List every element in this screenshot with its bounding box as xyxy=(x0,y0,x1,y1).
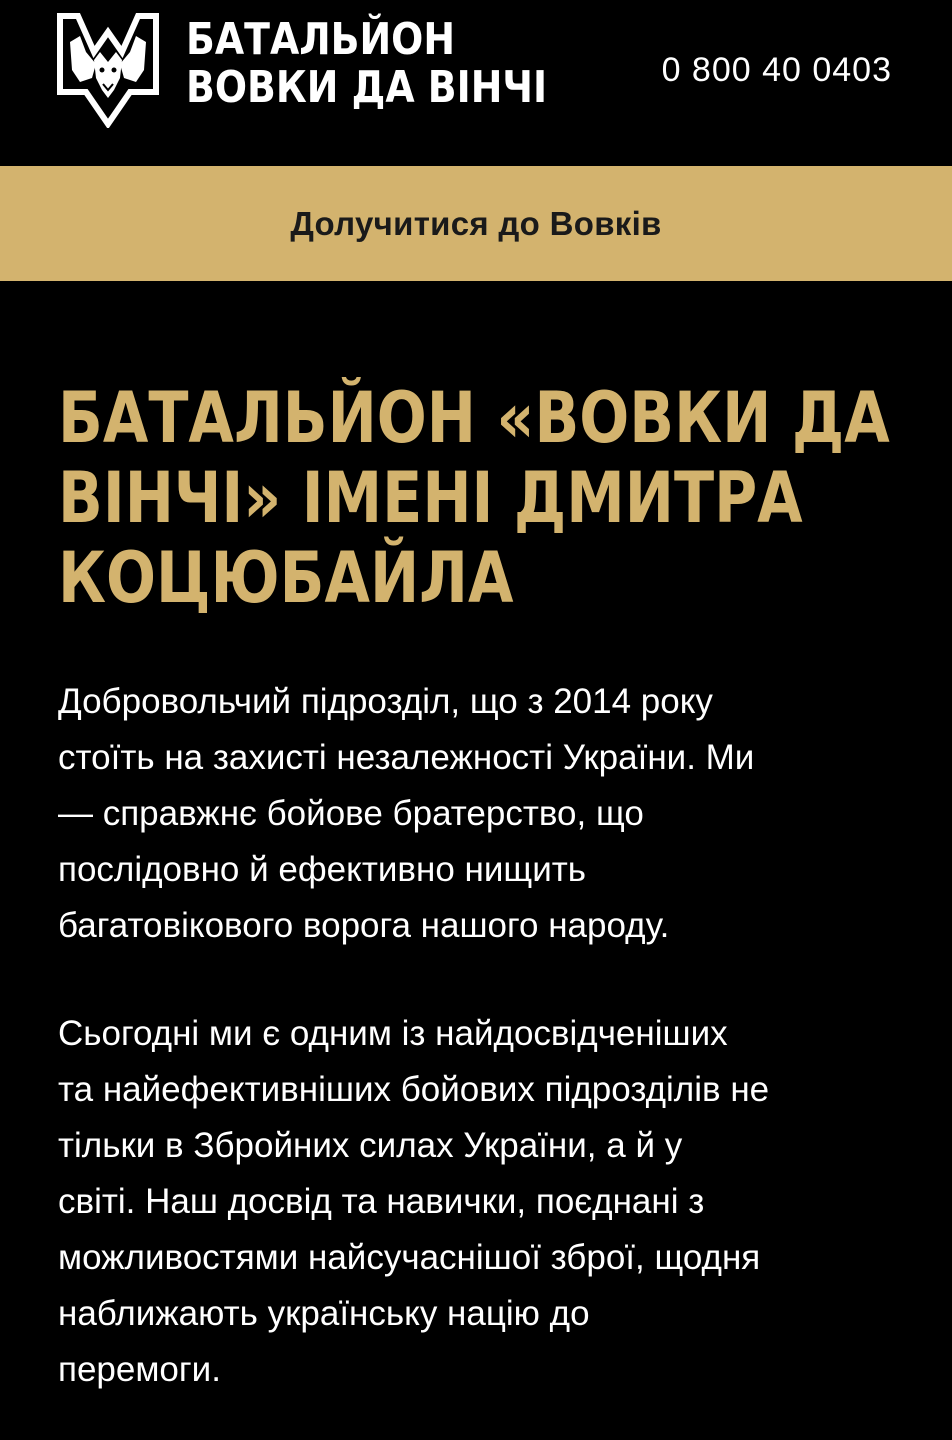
intro-line: стоїть на захисті незалежності України. Ми xyxy=(58,738,755,777)
site-header xyxy=(0,0,952,166)
title-line-3: КОЦЮБАЙЛА xyxy=(58,537,514,619)
intro-line: багатовікового ворога нашого народу. xyxy=(58,906,670,945)
description-line: можливостями найсучаснішої зброї, щодня xyxy=(58,1238,761,1277)
description-line: тільки в Збройних силах України, а й у xyxy=(58,1126,683,1165)
description-line: Сьогодні ми є одним із найдосвідченіших xyxy=(58,1014,728,1053)
page-title xyxy=(58,377,890,619)
join-button-label: Долучитися до Вовків xyxy=(290,204,662,242)
intro-line: — справжнє бойове братерство, що xyxy=(58,794,644,833)
brand-name xyxy=(186,16,547,112)
description-paragraph xyxy=(58,1006,908,1398)
wolf-shield-icon[interactable] xyxy=(56,12,160,128)
title-line-1: БАТАЛЬЙОН «ВОВКИ ДА xyxy=(58,377,890,459)
intro-line: послідовно й ефективно нищить xyxy=(58,850,587,889)
description-line: наближають українську націю до xyxy=(58,1294,590,1333)
description-line: та найефективніших бойових підрозділів не xyxy=(58,1070,770,1109)
intro-line: Добровольчий підрозділ, що з 2014 року xyxy=(58,682,713,721)
phone-link[interactable]: 0 800 40 0403 xyxy=(661,51,892,89)
description-line: світі. Наш досвід та навички, поєднані з xyxy=(58,1182,705,1221)
join-button[interactable] xyxy=(0,166,952,281)
brand-line-2: ВОВКИ ДА ВІНЧІ xyxy=(186,62,548,113)
intro-paragraph xyxy=(58,674,908,954)
title-line-2: ВІНЧІ» ІМЕНІ ДМИТРА xyxy=(58,457,803,539)
description-line: перемоги. xyxy=(58,1350,221,1389)
brand-line-1: БАТАЛЬЙОН xyxy=(186,14,456,65)
